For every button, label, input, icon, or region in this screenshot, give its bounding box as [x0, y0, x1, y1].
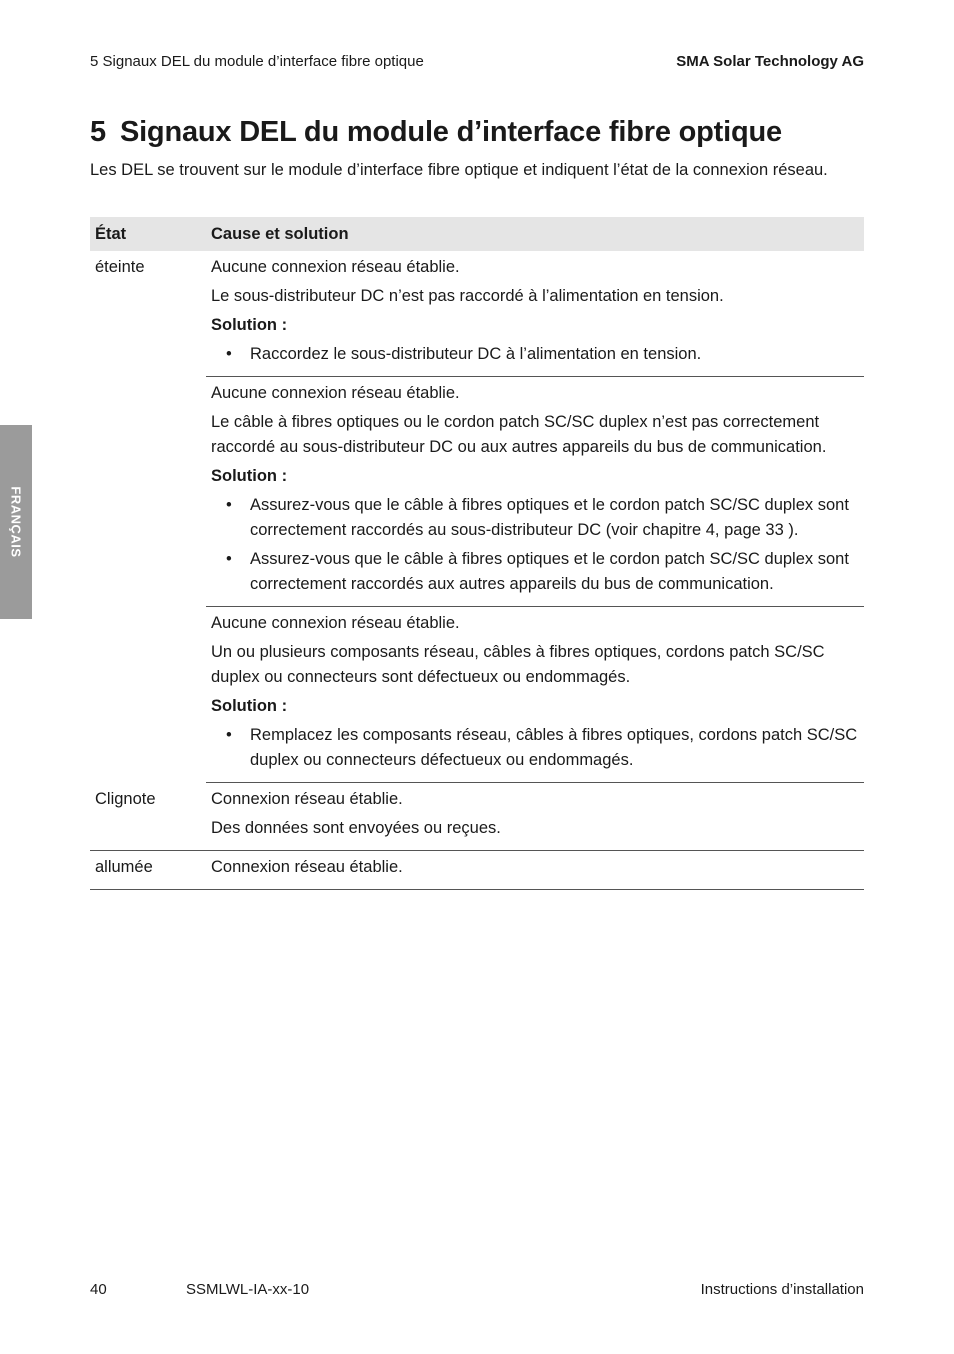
cause-line: Connexion réseau établie. [211, 790, 403, 808]
bullet-icon: • [226, 345, 232, 363]
document-type: Instructions d’installation [700, 1281, 864, 1298]
cause-cell [206, 607, 864, 783]
cause-line: Des données sont envoyées ou reçues. [211, 819, 501, 837]
state-cell [90, 251, 206, 783]
bullet-icon: • [226, 726, 232, 744]
cause-line: Aucune connexion réseau établie. [211, 258, 460, 276]
state-label: éteinte [95, 258, 145, 276]
chapter-number: 5 [90, 116, 106, 148]
page-number: 40 [90, 1281, 107, 1298]
solution-step: Raccordez le sous-distributeur DC à l’alimentation en tension. [250, 345, 702, 363]
solution-step: Assurez-vous que le câble à fibres optiques et le cordon patch SC/SC duplex sont correctement raccordés aux autres appareils du bus de communication. [250, 550, 849, 593]
cause-cell [206, 783, 864, 851]
list-item [226, 342, 859, 367]
bullet-icon: • [226, 496, 232, 514]
list-item [226, 493, 859, 543]
cause-line: Le sous-distributeur DC n’est pas raccordé à l’alimentation en tension. [211, 287, 724, 305]
table-row [90, 851, 864, 890]
intro-paragraph: Les DEL se trouvent sur le module d’interface fibre optique et indiquent l’état de la connexion réseau. [90, 161, 828, 179]
running-header-chapter: 5 Signaux DEL du module d’interface fibre optique [90, 53, 424, 70]
language-tab-label: FRANÇAIS [8, 486, 24, 558]
cause-line: Un ou plusieurs composants réseau, câbles à fibres optiques, cordons patch SC/SC duplex ou connecteurs sont défectueux ou endommagés. [211, 643, 825, 686]
solution-label: Solution : [211, 697, 288, 715]
table-row [90, 377, 864, 607]
cause-cell [206, 851, 864, 890]
list-item [226, 723, 859, 773]
led-signal-table [90, 217, 864, 890]
solution-list [211, 493, 859, 597]
cause-line: Aucune connexion réseau établie. [211, 614, 460, 632]
list-item [226, 547, 859, 597]
running-header-company: SMA Solar Technology AG [676, 53, 864, 70]
solution-label: Solution : [211, 467, 288, 485]
cause-line: Connexion réseau établie. [211, 858, 403, 876]
state-cell [90, 851, 206, 890]
cause-cell [206, 251, 864, 377]
chapter-title [90, 116, 782, 149]
table-row [90, 251, 864, 377]
chapter-title-text: Signaux DEL du module d’interface fibre optique [119, 116, 782, 148]
cause-line: Aucune connexion réseau établie. [211, 384, 460, 402]
document-code: SSMLWL-IA-xx-10 [186, 1281, 310, 1298]
bullet-icon: • [226, 550, 232, 568]
header-state: État [90, 217, 206, 251]
state-label: Clignote [95, 789, 156, 808]
solution-step: Remplacez les composants réseau, câbles à fibres optiques, cordons patch SC/SC duplex ou connecteurs défectueux ou endommagés. [250, 726, 858, 769]
solution-step: Assurez-vous que le câble à fibres optiques et le cordon patch SC/SC duplex sont correctement raccordés au sous-distributeur DC (voir chapitre 4, page 33 ). [250, 496, 849, 539]
solution-list [211, 342, 859, 367]
state-label: allumée [95, 858, 153, 876]
table-header-row [90, 217, 864, 251]
cause-cell [206, 377, 864, 607]
cause-line: Le câble à fibres optiques ou le cordon patch SC/SC duplex n’est pas correctement raccordé au sous-distributeur DC ou aux autres appareils du bus de communication. [211, 413, 827, 456]
header-cause: Cause et solution [206, 217, 864, 251]
solution-label: Solution : [211, 316, 288, 334]
solution-list [211, 723, 859, 773]
language-tab [0, 425, 32, 619]
table-row [90, 607, 864, 783]
table-row [90, 783, 864, 851]
state-cell [90, 783, 206, 851]
